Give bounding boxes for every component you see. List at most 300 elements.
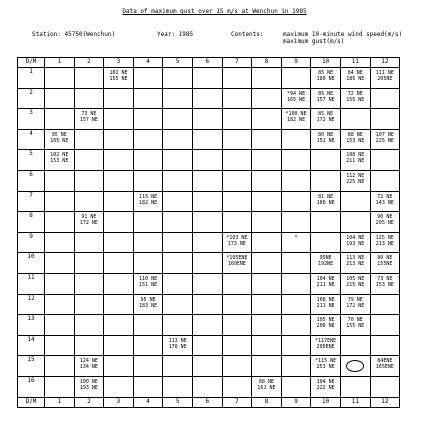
data-cell [281, 335, 311, 356]
data-cell [370, 253, 400, 274]
data-cell [340, 294, 370, 315]
data-cell [370, 212, 400, 233]
data-cell [192, 253, 222, 274]
data-cell [370, 170, 400, 191]
data-cell [192, 150, 222, 171]
cell-value: 113 NE 170 NE [168, 337, 187, 350]
data-cell [163, 232, 193, 253]
data-cell [133, 294, 163, 315]
month-header: 10 [311, 58, 341, 68]
cell-value: 72 NE 155 NE [346, 90, 365, 103]
cell-value: 85 NE 180 NE [316, 70, 335, 82]
data-cell [133, 68, 163, 89]
table-row [18, 315, 400, 336]
data-cell [252, 191, 282, 212]
data-cell [163, 253, 193, 274]
circle-mark [346, 360, 364, 372]
table-row [18, 88, 400, 109]
data-cell [340, 191, 370, 212]
data-cell [74, 294, 104, 315]
data-cell [104, 335, 134, 356]
data-cell [222, 376, 252, 397]
data-cell [163, 356, 193, 377]
data-cell [163, 170, 193, 191]
data-cell [74, 109, 104, 130]
cell-value: 90 NE 205 NE [375, 214, 394, 227]
day-label: 4 [18, 129, 45, 150]
header-corner: D/M [18, 397, 45, 407]
month-header: 7 [222, 58, 252, 68]
data-cell [370, 356, 400, 377]
data-cell [45, 170, 75, 191]
data-cell [252, 150, 282, 171]
gust-data-table [17, 57, 400, 408]
data-cell [104, 315, 134, 336]
data-cell [45, 212, 75, 233]
table-row [18, 253, 400, 274]
cell-value: *115 NE 253 NE [315, 358, 337, 371]
data-cell [74, 212, 104, 233]
data-cell [74, 88, 104, 109]
data-cell [311, 232, 341, 253]
data-cell [340, 88, 370, 109]
data-cell [340, 68, 370, 89]
header-row-bottom [18, 397, 400, 407]
day-label: 16 [18, 376, 45, 397]
data-cell [222, 150, 252, 171]
data-cell [45, 273, 75, 294]
data-cell [252, 68, 282, 89]
data-cell [192, 273, 222, 294]
month-header: 8 [252, 58, 282, 68]
data-cell [104, 356, 134, 377]
cell-value: 85 NE 172 NE [316, 111, 335, 124]
day-label: 14 [18, 335, 45, 356]
cell-value: 100 NE 193 NE [79, 378, 98, 391]
data-cell [74, 170, 104, 191]
month-header: 3 [104, 58, 134, 68]
data-cell [45, 356, 75, 377]
data-cell [311, 335, 341, 356]
month-header: 7 [222, 397, 252, 407]
data-cell [104, 109, 134, 130]
cell-value: 104 NE 222 NE [316, 378, 335, 391]
data-cell [74, 376, 104, 397]
cell-value: 88 NE 161 NE [257, 378, 276, 391]
data-cell [104, 294, 134, 315]
data-cell [45, 150, 75, 171]
data-cell [281, 212, 311, 233]
cell-value: 115 NE 182 NE [139, 193, 158, 206]
data-cell [370, 150, 400, 171]
table-row [18, 109, 400, 130]
data-cell [104, 150, 134, 171]
document-title: Data of maximum gust over 15 m/s at Wenchun in 1985 [122, 8, 307, 15]
table-row [18, 68, 400, 89]
data-cell [370, 191, 400, 212]
cell-value: 79 NE 172 NE [346, 296, 365, 309]
data-cell [340, 212, 370, 233]
data-cell [340, 376, 370, 397]
data-cell [45, 109, 75, 130]
cell-value: 72 NE 143 NE [375, 193, 394, 206]
data-cell [311, 356, 341, 377]
data-cell [252, 212, 282, 233]
day-label: 5 [18, 150, 45, 171]
header-row-top [18, 58, 400, 68]
data-cell [104, 191, 134, 212]
month-header: 6 [192, 58, 222, 68]
cell-value: 111 NE 205NE [375, 70, 394, 82]
data-cell [311, 376, 341, 397]
month-header: 9 [281, 58, 311, 68]
data-cell [281, 129, 311, 150]
data-cell [222, 109, 252, 130]
cell-value: 73 NE 157 NE [79, 111, 98, 124]
data-cell [133, 376, 163, 397]
data-cell [192, 376, 222, 397]
month-header: 5 [163, 58, 193, 68]
data-cell [133, 315, 163, 336]
month-header: 1 [45, 58, 75, 68]
data-cell [222, 232, 252, 253]
day-label: 2 [18, 88, 45, 109]
cell-value: 73 NE 153 NE [375, 275, 394, 288]
data-cell [340, 335, 370, 356]
data-cell [192, 356, 222, 377]
data-cell [192, 315, 222, 336]
data-cell [133, 150, 163, 171]
cell-value: 105 NE 208 NE [316, 317, 335, 330]
day-label: 9 [18, 232, 45, 253]
data-cell [340, 129, 370, 150]
metadata-line [32, 31, 402, 45]
data-cell [74, 150, 104, 171]
data-cell [281, 294, 311, 315]
data-cell [45, 88, 75, 109]
table-row [18, 191, 400, 212]
cell-value: 107 NE 225 NE [375, 131, 394, 144]
cell-value: * [294, 234, 298, 241]
data-cell [133, 129, 163, 150]
cell-value: 112 NE 225 NE [346, 172, 365, 185]
data-cell [311, 88, 341, 109]
data-cell [340, 315, 370, 336]
data-cell [133, 335, 163, 356]
data-cell [192, 68, 222, 89]
data-cell [311, 68, 341, 89]
data-cell [163, 88, 193, 109]
data-cell [45, 376, 75, 397]
month-header: 2 [74, 397, 104, 407]
data-cell [252, 129, 282, 150]
data-cell [370, 376, 400, 397]
station-label: Station: 45750(Wenchun) [32, 31, 116, 38]
day-label: 1 [18, 68, 45, 89]
data-cell [104, 129, 134, 150]
contents-line-wind-speed: maximum 10-minute wind speed(m/s) [283, 31, 403, 38]
data-cell [163, 294, 193, 315]
data-cell [192, 212, 222, 233]
data-cell [281, 232, 311, 253]
data-cell [370, 294, 400, 315]
data-cell [311, 109, 341, 130]
month-header: 8 [252, 397, 282, 407]
cell-value: 124 NE 134 NE [79, 358, 98, 371]
month-header: 4 [133, 397, 163, 407]
data-cell [104, 273, 134, 294]
table-row [18, 356, 400, 377]
data-cell [74, 191, 104, 212]
day-label: 10 [18, 253, 45, 274]
data-cell [74, 129, 104, 150]
day-label: 13 [18, 315, 45, 336]
data-cell [133, 232, 163, 253]
data-cell [252, 273, 282, 294]
day-label: 11 [18, 273, 45, 294]
data-cell [192, 191, 222, 212]
day-label: 15 [18, 356, 45, 377]
cell-value: 80 NE 151 NE [316, 131, 335, 144]
data-cell [133, 273, 163, 294]
data-cell [222, 356, 252, 377]
data-cell [222, 253, 252, 274]
data-cell [133, 88, 163, 109]
data-cell [104, 88, 134, 109]
table-row [18, 335, 400, 356]
data-cell [74, 356, 104, 377]
cell-value: 84 NE 185 NE [346, 70, 365, 82]
cell-value: *117ENE 205ENE [315, 337, 337, 350]
cell-value: 113 NE 213 NE [346, 255, 365, 268]
cell-value: 102 NE 153 NE [50, 152, 69, 165]
table-row [18, 129, 400, 150]
data-cell [370, 315, 400, 336]
cell-value: 91 NE 172 NE [79, 214, 98, 227]
data-cell [281, 253, 311, 274]
data-cell [192, 129, 222, 150]
month-header: 9 [281, 397, 311, 407]
data-cell [370, 335, 400, 356]
table-row [18, 376, 400, 397]
data-cell [74, 335, 104, 356]
day-label: 12 [18, 294, 45, 315]
data-cell [281, 88, 311, 109]
table-row [18, 232, 400, 253]
cell-value: 105 NE 215 NE [346, 275, 365, 288]
data-cell [252, 294, 282, 315]
data-cell [370, 68, 400, 89]
data-cell [74, 315, 104, 336]
data-cell [163, 68, 193, 89]
data-cell [370, 88, 400, 109]
data-cell [163, 315, 193, 336]
cell-value: 95 NE 183 NE [139, 296, 158, 309]
data-cell [252, 109, 282, 130]
cell-value: 104 NE 211 NE [316, 275, 335, 288]
year-label: Year: 1985 [157, 31, 194, 38]
contents-label: Contents: [231, 31, 264, 38]
data-cell [252, 356, 282, 377]
data-cell [163, 191, 193, 212]
data-cell [252, 335, 282, 356]
data-cell [222, 170, 252, 191]
data-cell [192, 109, 222, 130]
data-cell [340, 273, 370, 294]
data-cell [222, 88, 252, 109]
data-cell [281, 315, 311, 336]
cell-value: 104 NE 193 NE [346, 234, 365, 247]
cell-value: 88 NE 153 NE [346, 131, 365, 144]
cell-value: 108 NE 211 NE [316, 296, 335, 309]
cell-value: *103 NE 173 NE [226, 234, 248, 247]
data-cell [45, 253, 75, 274]
cell-value: 70 NE 155 NE [346, 317, 365, 330]
data-cell [192, 88, 222, 109]
data-cell [163, 273, 193, 294]
data-cell [340, 170, 370, 191]
table-row [18, 212, 400, 233]
data-cell [340, 356, 370, 377]
month-header: 3 [104, 397, 134, 407]
data-cell [252, 315, 282, 336]
cell-value: *105ENE 160ENE [226, 255, 248, 268]
day-label: 7 [18, 191, 45, 212]
cell-value: *100 NE 182 NE [285, 111, 307, 124]
cell-value: 95 NE 165 NE [50, 131, 69, 144]
data-cell [340, 109, 370, 130]
month-header: 12 [370, 397, 400, 407]
table-row [18, 170, 400, 191]
data-cell [163, 129, 193, 150]
data-cell [104, 68, 134, 89]
data-cell [281, 356, 311, 377]
contents-description [283, 31, 402, 45]
data-cell [340, 253, 370, 274]
data-cell [45, 232, 75, 253]
month-header: 6 [192, 397, 222, 407]
cell-value: 95NE 192NE [318, 255, 334, 268]
data-cell [311, 170, 341, 191]
contents-line-gust: maximum gust(m/s) [283, 38, 345, 45]
data-cell [222, 68, 252, 89]
data-cell [370, 109, 400, 130]
data-cell [311, 315, 341, 336]
month-header: 12 [370, 58, 400, 68]
data-cell [45, 294, 75, 315]
data-cell [133, 212, 163, 233]
day-label: 6 [18, 170, 45, 191]
data-cell [311, 129, 341, 150]
data-cell [45, 335, 75, 356]
month-header: 2 [74, 58, 104, 68]
data-cell [45, 68, 75, 89]
data-cell [370, 232, 400, 253]
cell-value: 110 NE 151 NE [139, 275, 158, 288]
data-cell [311, 212, 341, 233]
data-cell [104, 170, 134, 191]
data-cell [252, 170, 282, 191]
data-cell [370, 273, 400, 294]
data-cell [281, 170, 311, 191]
data-cell [311, 150, 341, 171]
data-cell [281, 68, 311, 89]
data-cell [104, 232, 134, 253]
data-cell [252, 232, 282, 253]
header-corner: D/M [18, 58, 45, 68]
data-cell [74, 273, 104, 294]
data-cell [163, 335, 193, 356]
cell-value: 102 NE 155 NE [109, 70, 128, 82]
cell-value: *94 NE 165 NE [287, 90, 306, 103]
data-cell [192, 294, 222, 315]
data-cell [222, 315, 252, 336]
data-cell [311, 273, 341, 294]
data-cell [133, 356, 163, 377]
cell-value: 85 NE 157 NE [316, 90, 335, 103]
data-cell [74, 232, 104, 253]
data-cell [104, 376, 134, 397]
data-cell [104, 253, 134, 274]
table-row [18, 294, 400, 315]
data-cell [74, 253, 104, 274]
cell-value: 80 NE 155NE [377, 255, 393, 268]
data-cell [45, 191, 75, 212]
data-cell [340, 150, 370, 171]
month-header: 4 [133, 58, 163, 68]
data-cell [340, 232, 370, 253]
data-cell [163, 109, 193, 130]
data-cell [311, 253, 341, 274]
data-cell [281, 191, 311, 212]
data-cell [281, 109, 311, 130]
day-label: 8 [18, 212, 45, 233]
data-cell [163, 376, 193, 397]
data-cell [192, 335, 222, 356]
month-header: 5 [163, 397, 193, 407]
data-cell [133, 109, 163, 130]
month-header: 11 [340, 397, 370, 407]
data-cell [45, 315, 75, 336]
data-cell [222, 273, 252, 294]
data-cell [370, 129, 400, 150]
cell-value: 108 NE 211 NE [346, 152, 365, 165]
month-header: 1 [45, 397, 75, 407]
data-cell [192, 232, 222, 253]
month-header: 11 [340, 58, 370, 68]
data-cell [222, 191, 252, 212]
data-cell [222, 129, 252, 150]
data-cell [163, 212, 193, 233]
table-row [18, 273, 400, 294]
day-label: 3 [18, 109, 45, 130]
data-cell [252, 376, 282, 397]
month-header: 10 [311, 397, 341, 407]
data-cell [252, 88, 282, 109]
data-cell [192, 170, 222, 191]
cell-value: 84ENE 165ENE [375, 358, 394, 371]
data-cell [74, 68, 104, 89]
cell-value: 125 NE 213 NE [375, 234, 394, 247]
cell-value: 81 NE 180 NE [316, 193, 335, 206]
data-cell [133, 253, 163, 274]
data-cell [222, 294, 252, 315]
data-cell [222, 335, 252, 356]
table-row [18, 150, 400, 171]
data-cell [133, 191, 163, 212]
data-cell [281, 150, 311, 171]
data-cell [252, 253, 282, 274]
